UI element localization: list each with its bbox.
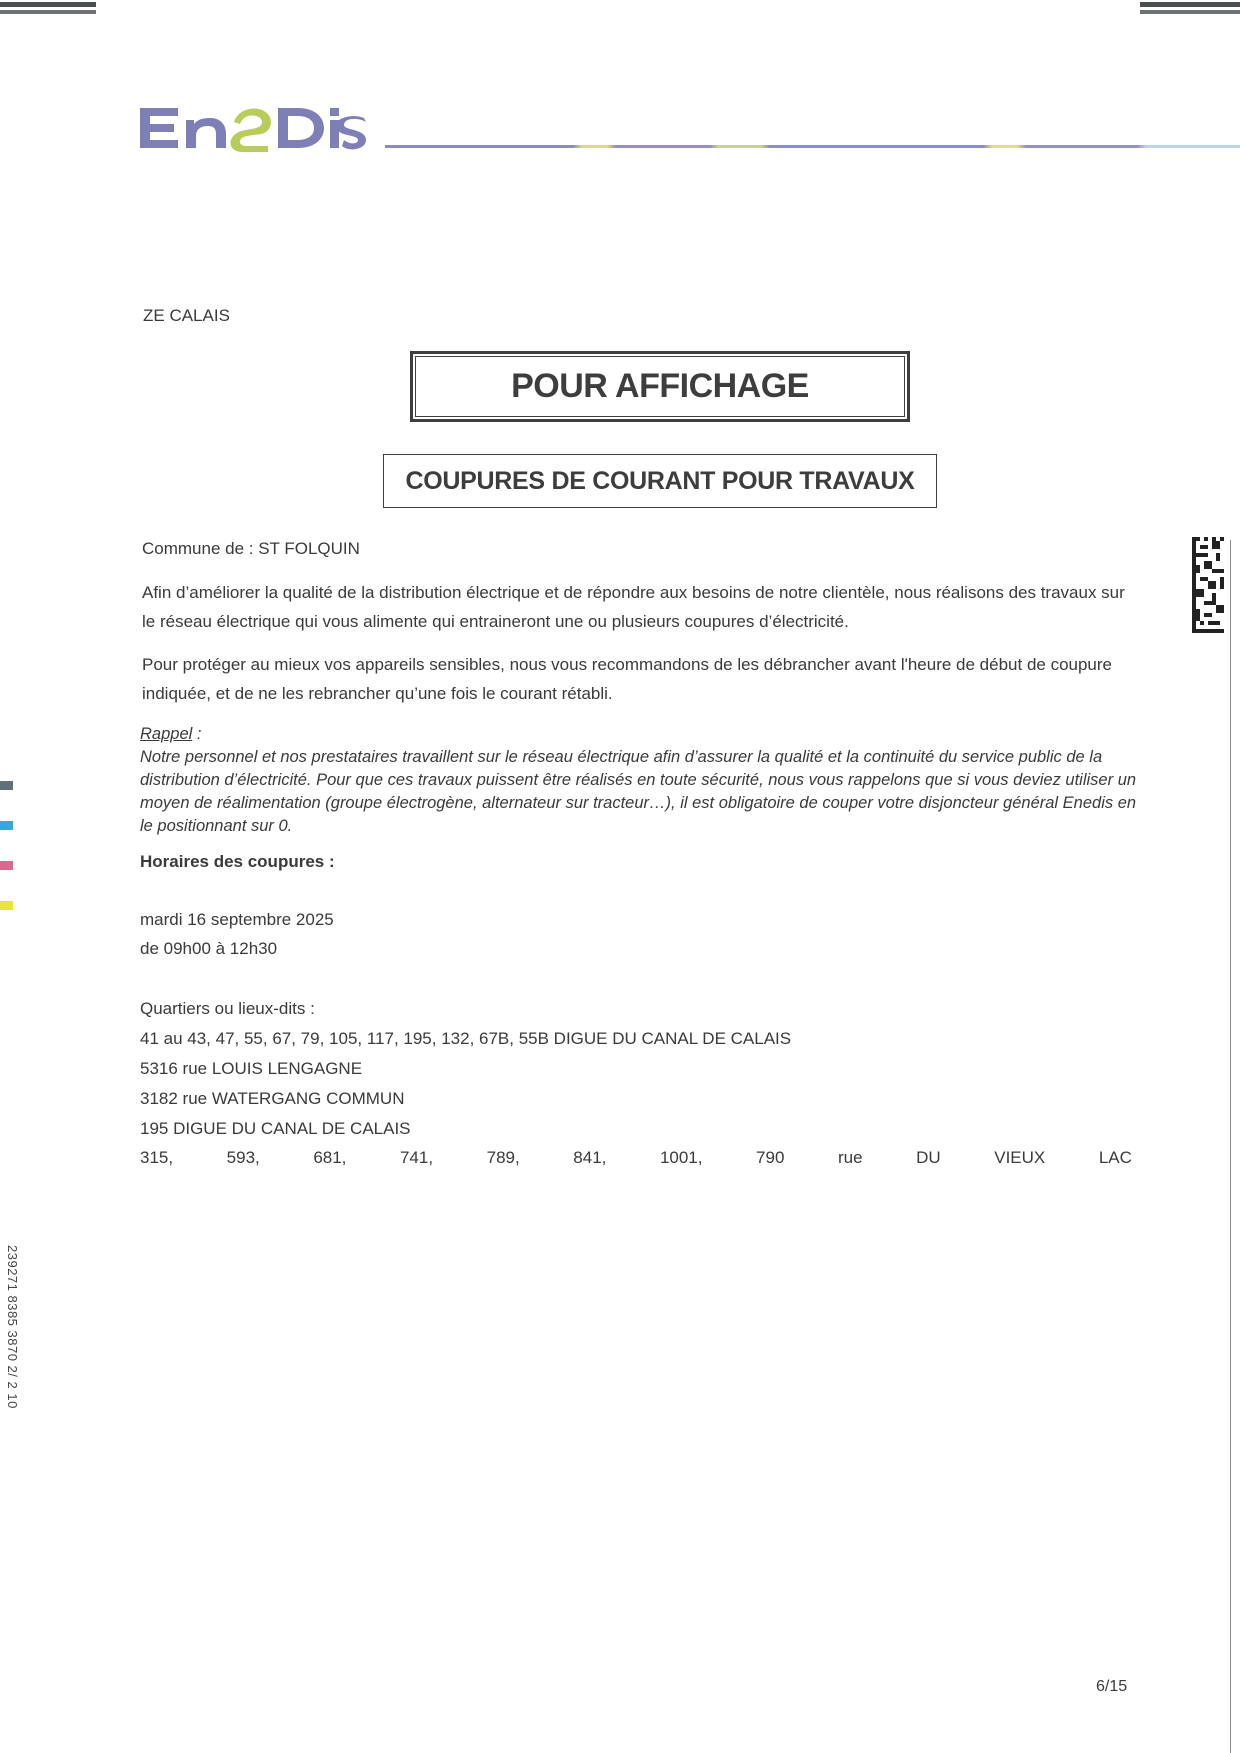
rappel-text: Notre personnel et nos prestataires travaillent sur le réseau électrique afin d’assurer la qualité et la continuité du service public de la distribution d’électricité. Pour que ces travaux puissent être réalisés en toute sécurité, nous vous rappelons que si vous deviez utiliser un moyen de réalimentation (groupe électrogène, alternateur sur tracteur…), il est obligatoire de couper votre disjoncteur général Enedis en le positionnant sur 0. xyxy=(140,748,1137,835)
color-swatch-cyan xyxy=(0,821,13,830)
enedis-logo xyxy=(134,100,368,156)
title-main: POUR AFFICHAGE xyxy=(511,367,809,405)
side-reference-code: 239271 8385 3870 2/ 2 10 xyxy=(5,1245,20,1409)
street-word: 593, xyxy=(226,1148,260,1167)
paragraph-intro: Afin d’améliorer la qualité de la distribution électrique et de répondre aux besoins de notre clientèle, nous réalisons des travaux sur le réseau électrique qui vous alimente qui entraineront une ou plusieurs coupures d’électricité. xyxy=(142,583,1125,631)
location-item: 195 DIGUE DU CANAL DE CALAIS xyxy=(140,1119,411,1138)
rappel-block xyxy=(140,723,1140,838)
street-word: LAC xyxy=(1098,1148,1132,1167)
street-word: DU xyxy=(916,1148,941,1167)
location-item-vieux-lac xyxy=(140,1148,1132,1168)
page-edge-line xyxy=(1230,540,1231,1753)
street-word: VIEUX xyxy=(994,1148,1046,1167)
title-box-coupures xyxy=(383,454,937,508)
cut-time-range: de 09h00 à 12h30 xyxy=(140,939,278,958)
street-word: 315, xyxy=(140,1148,174,1167)
paragraph-advice: Pour protéger au mieux vos appareils sensibles, nous vous recommandons de les débrancher avant l'heure de début de coupure indiquée, et de ne les rebrancher qu’une fois le courant rétabli. xyxy=(142,655,1113,703)
street-word: 790 xyxy=(756,1148,785,1167)
datamatrix-barcode xyxy=(1192,536,1224,634)
cut-date: mardi 16 septembre 2025 xyxy=(140,910,334,929)
scan-corner-mark-right xyxy=(1140,0,1240,17)
title-sub: COUPURES DE COURANT POUR TRAVAUX xyxy=(405,466,915,495)
street-word: 741, xyxy=(399,1148,434,1167)
street-word: 1001, xyxy=(659,1148,703,1167)
location-item: 3182 rue WATERGANG COMMUN xyxy=(140,1089,405,1108)
quartiers-label: Quartiers ou lieux-dits : xyxy=(140,999,315,1018)
title-box-pour-affichage xyxy=(410,351,910,422)
page-number: 6/15 xyxy=(1096,1678,1128,1695)
header-color-rule xyxy=(385,145,1240,148)
rappel-heading xyxy=(140,723,1140,746)
site-name: ZE CALAIS xyxy=(143,306,230,325)
street-word: 841, xyxy=(573,1148,607,1167)
color-swatch-yellow xyxy=(0,901,13,910)
horaires-title: Horaires des coupures : xyxy=(140,852,335,871)
commune-line: Commune de : ST FOLQUIN xyxy=(142,539,360,558)
street-word: rue xyxy=(837,1148,863,1167)
color-swatch-gray xyxy=(0,781,13,790)
location-item: 5316 rue LOUIS LENGAGNE xyxy=(140,1059,363,1078)
scan-corner-mark-left xyxy=(0,0,96,17)
street-word: 681, xyxy=(313,1148,347,1167)
location-item: 41 au 43, 47, 55, 67, 79, 105, 117, 195, 132, 67B, 55B DIGUE DU CANAL DE CALAIS xyxy=(140,1029,792,1048)
rappel-label-suffix: : xyxy=(192,725,202,743)
color-swatch-magenta xyxy=(0,861,13,870)
street-word: 789, xyxy=(486,1148,520,1167)
rappel-label: Rappel xyxy=(140,725,193,743)
